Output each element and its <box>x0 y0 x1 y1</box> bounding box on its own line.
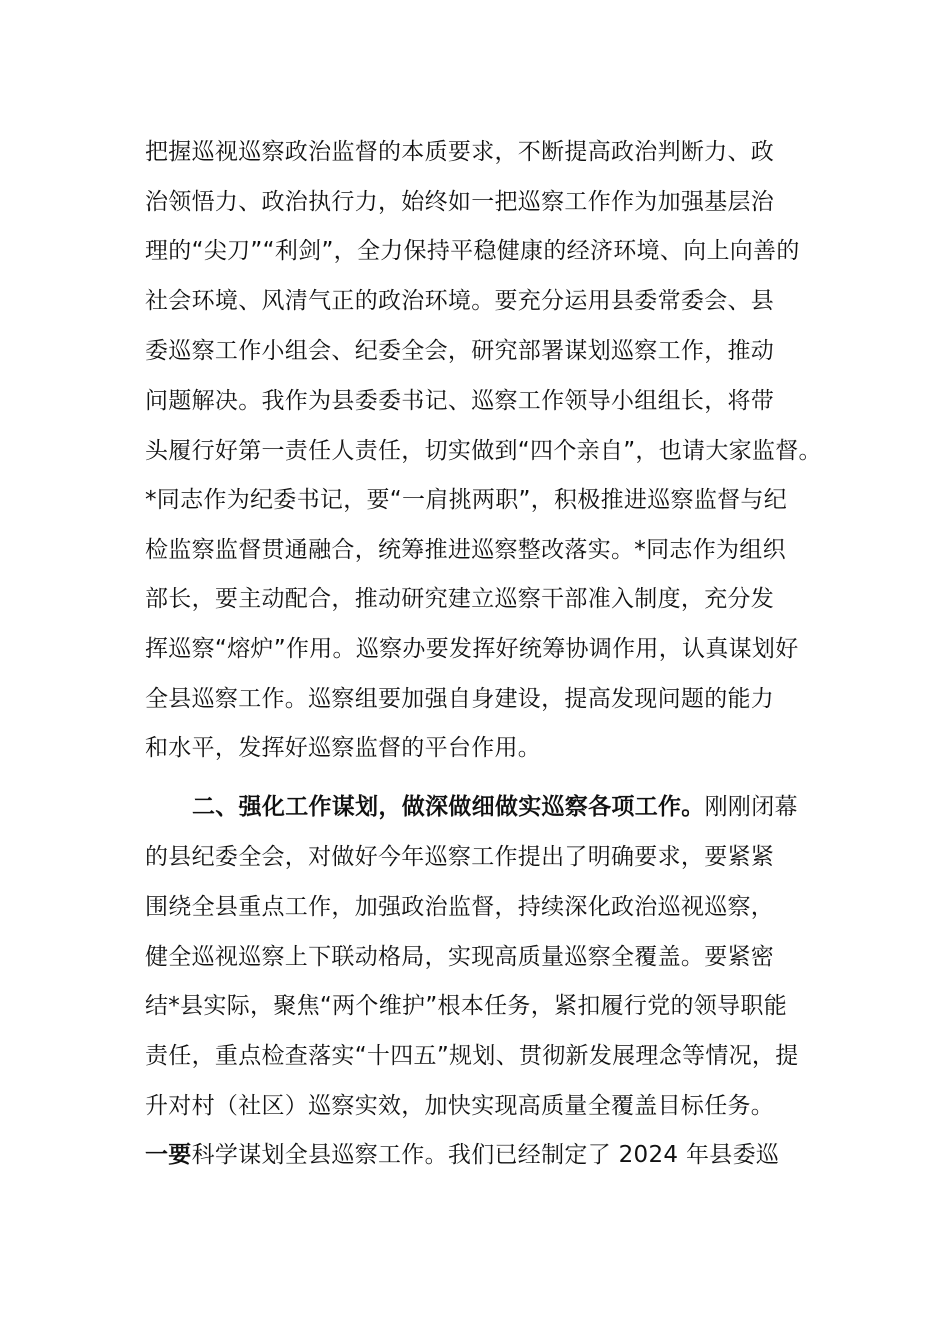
section-heading-continuation: 刚刚闭幕 <box>704 794 798 820</box>
paragraph-line: 理的“尖刀”“利剑”，全力保持平稳健康的经济环境、向上向善的 <box>145 238 800 264</box>
paragraph-line: 治领悟力、政治执行力，始终如一把巡察工作作为加强基层治 <box>145 189 775 215</box>
paragraph-line: 和水平，发挥好巡察监督的平台作用。 <box>145 735 542 761</box>
paragraph-line: 结*县实际，聚焦“两个维护”根本任务，紧扣履行党的领导职能 <box>145 993 788 1019</box>
paragraph-line: 把握巡视巡察政治监督的本质要求，不断提高政治判断力、政 <box>145 139 775 165</box>
item-lead: 一要 <box>145 1142 192 1168</box>
paragraph-line: *同志作为纪委书记，要“一肩挑两职”，积极推进巡察监督与纪 <box>145 487 788 513</box>
paragraph-line: 健全巡视巡察上下联动格局，实现高质量巡察全覆盖。要紧密 <box>145 944 775 970</box>
paragraph-line: 头履行好第一责任人责任，切实做到“四个亲自”，也请大家监督。 <box>145 438 822 464</box>
paragraph-line <box>145 1140 779 1170</box>
paragraph-line: 的县纪委全会，对做好今年巡察工作提出了明确要求，要紧紧 <box>145 844 775 870</box>
paragraph-line: 责任，重点检查落实“十四五”规划、贯彻新发展理念等情况，提 <box>145 1043 799 1069</box>
section-heading-line <box>192 792 798 822</box>
paragraph-line: 检监察监督贯通融合，统筹推进巡察整改落实。*同志作为组织 <box>145 537 786 563</box>
section-heading: 二、强化工作谋划，做深做细做实巡察各项工作。 <box>192 794 705 820</box>
paragraph-line: 委巡察工作小组会、纪委全会，研究部署谋划巡察工作，推动 <box>145 338 775 364</box>
paragraph-line: 全县巡察工作。巡察组要加强自身建设，提高发现问题的能力 <box>145 686 775 712</box>
item-text: 科学谋划全县巡察工作。我们已经制定了 2024 年县委巡 <box>191 1142 780 1168</box>
paragraph-line: 围绕全县重点工作，加强政治监督，持续深化政治巡视巡察， <box>145 894 775 920</box>
paragraph-line: 部长，要主动配合，推动研究建立巡察干部准入制度，充分发 <box>145 586 775 612</box>
paragraph-line: 社会环境、风清气正的政治环境。要充分运用县委常委会、县 <box>145 288 775 314</box>
paragraph-line: 问题解决。我作为县委委书记、巡察工作领导小组组长，将带 <box>145 388 775 414</box>
paragraph-line: 挥巡察“熔炉”作用。巡察办要发挥好统筹协调作用，认真谋划好 <box>145 636 799 662</box>
paragraph-line: 升对村（社区）巡察实效，加快实现高质量全覆盖目标任务。 <box>145 1093 775 1119</box>
